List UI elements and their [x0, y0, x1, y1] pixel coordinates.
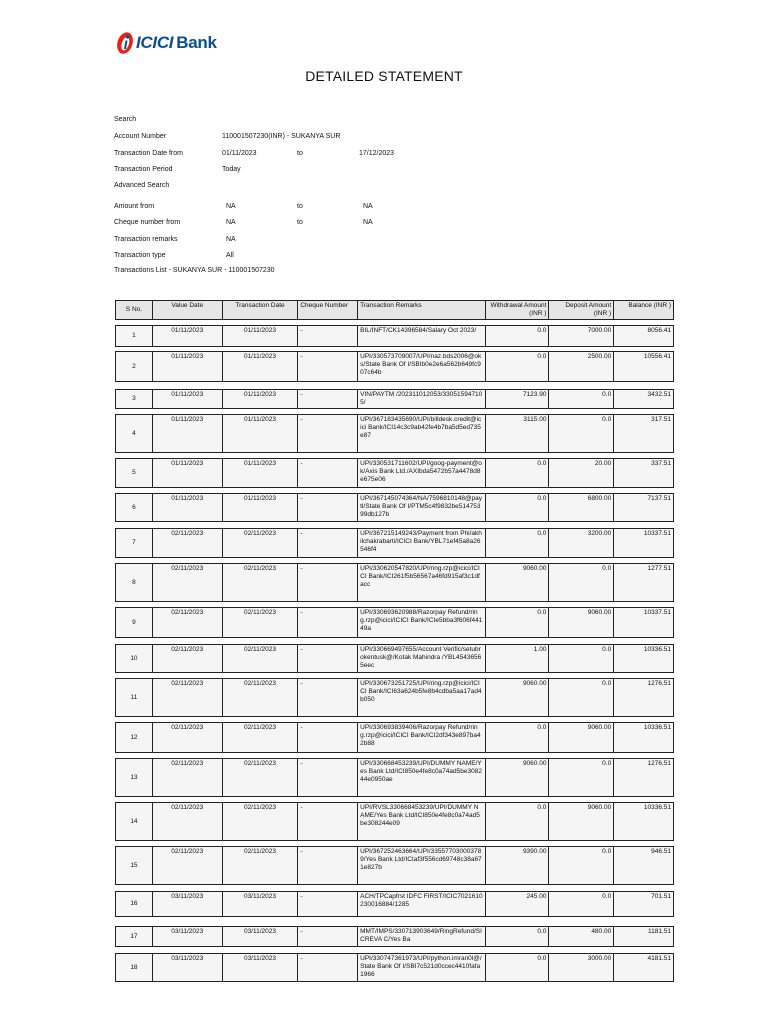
- table-row: [115, 389, 674, 409]
- date-to-value: 17/12/2023: [359, 150, 395, 157]
- table-row: [115, 891, 674, 917]
- cell-cheque: -: [298, 759, 358, 796]
- type-value: All: [226, 252, 234, 259]
- cell-deposit: 9060.00: [549, 803, 614, 840]
- cell-balance: 1276.51: [647, 760, 671, 767]
- cell-balance: 701.51: [651, 893, 671, 900]
- cell-remarks: UPI/330693620988/Razorpay Refund/ring.rzp@icici/ICICI Bank/ICIe5bba3f606f44149a: [358, 608, 486, 637]
- cell-remarks: UPI/367183435690/UPI/billdesk.credit@icici Bank/ICI14c3c9ab42fe4b7ba5d5ed735e87: [358, 415, 486, 452]
- cell-remarks: UPI/330620547820/UPI/ring.rzp@icici/ICICI Bank/ICI261f5b56567a46fd915af3c1dfacc: [358, 564, 486, 601]
- cell-remarks: VIN/PAYTM /202311012053/330515947105/: [358, 390, 486, 408]
- cell-transaction-date: 02/11/2023: [223, 564, 299, 601]
- cell-cheque: -: [298, 803, 358, 840]
- cell-deposit: 3200.00: [549, 529, 614, 557]
- cell-cheque: -: [298, 415, 358, 452]
- cell-cheque: -: [298, 326, 358, 346]
- cell-value-date: 01/11/2023: [153, 326, 223, 346]
- cell-value-date: 01/11/2023: [153, 352, 223, 381]
- cell-value-date: 02/11/2023: [153, 759, 223, 796]
- header-remarks: Transaction Remarks: [358, 301, 486, 319]
- cell-cheque: -: [298, 352, 358, 381]
- table-row: [115, 458, 674, 488]
- cheque-to-label: to: [297, 219, 303, 226]
- cell-sno: 14: [116, 803, 153, 840]
- cell-sno: 4: [116, 415, 153, 452]
- header-sno: S No.: [116, 301, 153, 319]
- table-row: [115, 953, 674, 982]
- cell-withdrawal: 0.0: [486, 459, 550, 487]
- cell-sno: 6: [116, 494, 153, 521]
- cell-balance: 337.51: [651, 460, 671, 467]
- header-cheque-number: Cheque Number: [298, 301, 358, 319]
- cell-value-date: 03/11/2023: [153, 927, 223, 946]
- account-number-value: 110001507230(INR) - SUKANYA SUR: [222, 133, 341, 140]
- cell-deposit: 9060.00: [549, 608, 614, 637]
- cell-remarks: UPI/330573709007/UPI/naz.bds2006@oks/State Bank Of I/SBIb0e2e6a562b649fc907c64b: [358, 352, 486, 381]
- cell-deposit: 0.0: [549, 679, 614, 716]
- cell-withdrawal: 9060.00: [486, 759, 550, 796]
- cell-cheque: -: [298, 679, 358, 716]
- cell-transaction-date: 02/11/2023: [223, 679, 299, 716]
- cell-transaction-date: 02/11/2023: [223, 803, 299, 840]
- transactions-list-label: Transactions List - SUKANYA SUR - 110001507230: [114, 267, 275, 274]
- cell-deposit: 0.0: [549, 564, 614, 601]
- cell-remarks: UPI/330668453239/UPI/DUMMY NAME/Yes Bank Ltd/ICI850e4fe8c0a74ad5be308244e0950ae: [358, 759, 486, 796]
- cell-deposit: 9060.00: [549, 723, 614, 752]
- table-row: [115, 351, 674, 382]
- cell-sno: 10: [116, 645, 153, 672]
- header-balance: Balance (INR ): [628, 302, 671, 309]
- cell-deposit: 0.0: [549, 390, 614, 408]
- cell-withdrawal: 3115.00: [486, 415, 550, 452]
- cell-sno: 12: [116, 723, 153, 752]
- table-row: [115, 678, 674, 717]
- cell-transaction-date: 02/11/2023: [223, 529, 299, 557]
- cell-value-date: 02/11/2023: [153, 723, 223, 752]
- logo-icici-text: ICICI: [136, 33, 174, 52]
- cell-value-date: 02/11/2023: [153, 608, 223, 637]
- cell-transaction-date: 01/11/2023: [223, 459, 299, 487]
- cell-transaction-date: 02/11/2023: [223, 608, 299, 637]
- cell-remarks: UPI/367145074364/NA/7596810148@paytl/State Bank Of I/PTM5c4f9832be51475399db127b: [358, 494, 486, 521]
- cell-deposit: 0.0: [549, 415, 614, 452]
- cell-value-date: 02/11/2023: [153, 847, 223, 884]
- date-to-label: to: [297, 150, 303, 157]
- cell-remarks: MMT/IMPS/330713903649/RingRefund/SI CREVA C/Yes Ba: [358, 927, 486, 946]
- table-row: [115, 563, 674, 602]
- cell-balance: 1276.51: [647, 680, 671, 687]
- cell-balance: 7137.51: [647, 495, 671, 502]
- icici-logo-icon: [116, 31, 134, 55]
- amount-to-label: to: [297, 203, 303, 210]
- cell-cheque: -: [298, 390, 358, 408]
- cell-balance: 10336.51: [643, 724, 671, 731]
- logo-bank-text: Bank: [176, 33, 217, 52]
- remarks-label: Transaction remarks: [114, 236, 178, 243]
- period-value: Today: [222, 166, 241, 173]
- cell-sno: 1: [116, 326, 153, 346]
- cell-value-date: 01/11/2023: [153, 459, 223, 487]
- table-row: [115, 644, 674, 673]
- cell-withdrawal: 0.0: [486, 803, 550, 840]
- cell-withdrawal: 0.0: [486, 608, 550, 637]
- cell-value-date: 03/11/2023: [153, 892, 223, 916]
- cell-balance: 8056.41: [647, 327, 671, 334]
- cell-withdrawal: 9060.00: [486, 679, 550, 716]
- table-row: [115, 325, 674, 347]
- cell-withdrawal: 0.0: [486, 494, 550, 521]
- cell-withdrawal: 0.0: [486, 326, 550, 346]
- amount-from-value: NA: [226, 203, 236, 210]
- cell-cheque: -: [298, 529, 358, 557]
- cell-value-date: 02/11/2023: [153, 529, 223, 557]
- table-row: [115, 758, 674, 797]
- cell-cheque: -: [298, 892, 358, 916]
- cell-balance: 4181.51: [647, 955, 671, 962]
- cell-cheque: -: [298, 847, 358, 884]
- cell-transaction-date: 01/11/2023: [223, 326, 299, 346]
- cell-transaction-date: 02/11/2023: [223, 847, 299, 884]
- cell-sno: 5: [116, 459, 153, 487]
- cell-sno: 13: [116, 759, 153, 796]
- cell-sno: 3: [116, 390, 153, 408]
- table-row: [115, 607, 674, 638]
- account-number-label: Account Number: [114, 133, 167, 140]
- cell-cheque: -: [298, 608, 358, 637]
- cell-transaction-date: 01/11/2023: [223, 352, 299, 381]
- cell-remarks: UPI/RVSL330668453239/UPI/DUMMY NAME/Yes Bank Ltd/ICI850e4fe8c0a74ad5be308244e09: [358, 803, 486, 840]
- cell-transaction-date: 03/11/2023: [223, 892, 299, 916]
- type-label: Transaction type: [114, 252, 166, 259]
- cell-value-date: 02/11/2023: [153, 679, 223, 716]
- cell-withdrawal: 0.0: [486, 927, 550, 946]
- cell-sno: 9: [116, 608, 153, 637]
- logo-wordmark: [136, 33, 217, 53]
- period-label: Transaction Period: [114, 166, 173, 173]
- cell-cheque: -: [298, 927, 358, 946]
- cell-withdrawal: 1.00: [486, 645, 550, 672]
- cell-deposit: 0.0: [549, 892, 614, 916]
- cell-transaction-date: 02/11/2023: [223, 645, 299, 672]
- cell-withdrawal: 0.0: [486, 954, 550, 981]
- table-row: [115, 414, 674, 453]
- header-deposit: Deposit Amount (INR ): [549, 301, 614, 319]
- cell-sno: 16: [116, 892, 153, 916]
- cell-cheque: -: [298, 459, 358, 487]
- table-row: [115, 528, 674, 558]
- cell-balance: 1181.51: [647, 928, 671, 935]
- remarks-value: NA: [226, 236, 236, 243]
- cell-remarks: ACH/TPCapfrst IDFC FIRST/ICIC7021610230016884/1285: [358, 892, 486, 916]
- cell-cheque: -: [298, 723, 358, 752]
- cell-transaction-date: 01/11/2023: [223, 390, 299, 408]
- table-row: [115, 846, 674, 885]
- cell-cheque: -: [298, 564, 358, 601]
- cell-deposit: 0.0: [549, 847, 614, 884]
- table-row: [115, 926, 674, 947]
- cell-deposit: 0.0: [549, 645, 614, 672]
- cell-cheque: -: [298, 954, 358, 981]
- table-row: [115, 802, 674, 841]
- cell-deposit: 3000.00: [549, 954, 614, 981]
- cell-balance: 10336.51: [643, 804, 671, 811]
- cell-value-date: 03/11/2023: [153, 954, 223, 981]
- cell-deposit: 7000.00: [549, 326, 614, 346]
- cell-remarks: BIL/INFT/CK14396584/Salary Oct 2023/: [358, 326, 486, 346]
- advanced-search-label: Advanced Search: [114, 182, 170, 189]
- cell-value-date: 02/11/2023: [153, 564, 223, 601]
- cell-withdrawal: 245.00: [486, 892, 550, 916]
- cell-transaction-date: 01/11/2023: [223, 494, 299, 521]
- cell-value-date: 02/11/2023: [153, 803, 223, 840]
- cell-withdrawal: 7123.90: [486, 390, 550, 408]
- header-transaction-date: Transaction Date: [223, 301, 299, 319]
- cell-withdrawal: 0.0: [486, 352, 550, 381]
- cell-transaction-date: 03/11/2023: [223, 927, 299, 946]
- cell-deposit: 6800.00: [549, 494, 614, 521]
- header-value-date: Value Date: [153, 301, 223, 319]
- search-heading: Search: [114, 116, 137, 123]
- cheque-from-label: Cheque number from: [114, 219, 181, 226]
- cell-deposit: 480.00: [549, 927, 614, 946]
- cell-sno: 2: [116, 352, 153, 381]
- cell-cheque: -: [298, 645, 358, 672]
- cell-transaction-date: 03/11/2023: [223, 954, 299, 981]
- cell-remarks: UPI/330673251725/UPI/ring.rzp@icici/ICICI Bank/ICI63a624b5fe8b4cdba5aa17ad4b050: [358, 679, 486, 716]
- cell-deposit: 0.0: [549, 759, 614, 796]
- cell-transaction-date: 01/11/2023: [223, 415, 299, 452]
- cell-withdrawal: 0.0: [486, 529, 550, 557]
- cell-remarks: UPI/330747361973/UPI/python.imran0l@/State Bank Of I/SBI7c521d0ccec4410fafa1966: [358, 954, 486, 981]
- cell-value-date: 01/11/2023: [153, 415, 223, 452]
- cell-balance: 10337.51: [643, 609, 671, 616]
- cheque-from-value: NA: [226, 219, 236, 226]
- cell-sno: 8: [116, 564, 153, 601]
- cell-deposit: 20.00: [549, 459, 614, 487]
- cell-withdrawal: 9390.00: [486, 847, 550, 884]
- cell-sno: 7: [116, 529, 153, 557]
- cell-balance: 317.51: [651, 416, 671, 423]
- cell-sno: 11: [116, 679, 153, 716]
- cell-transaction-date: 02/11/2023: [223, 723, 299, 752]
- page-title: DETAILED STATEMENT: [305, 68, 463, 84]
- cell-balance: 10336.51: [643, 646, 671, 653]
- cell-sno: 18: [116, 954, 153, 981]
- cell-remarks: UPI/330531711602/UPI/goog-payment@ok/Axis Bank Ltd./AXIbda5472b57a4478d8e675e06: [358, 459, 486, 487]
- table-header: [115, 300, 674, 320]
- cell-value-date: 01/11/2023: [153, 494, 223, 521]
- bank-logo: [116, 30, 217, 56]
- cell-value-date: 02/11/2023: [153, 645, 223, 672]
- header-withdrawal: Withdrawal Amount (INR ): [486, 301, 550, 319]
- table-row: [115, 493, 674, 522]
- cell-withdrawal: 9060.00: [486, 564, 550, 601]
- cell-balance: 10337.51: [643, 530, 671, 537]
- cell-cheque: -: [298, 494, 358, 521]
- cell-deposit: 2500.00: [549, 352, 614, 381]
- cell-balance: 10556.41: [643, 353, 671, 360]
- cell-remarks: UPI/330693839406/Razorpay Refund/ring.rzp@icici/ICICI Bank/ICI2df343e897ba42b88: [358, 723, 486, 752]
- cheque-to-value: NA: [363, 219, 373, 226]
- table-row: [115, 722, 674, 753]
- cell-sno: 17: [116, 927, 153, 946]
- amount-to-value: NA: [363, 203, 373, 210]
- date-from-value: 01/11/2023: [222, 150, 257, 157]
- cell-sno: 15: [116, 847, 153, 884]
- cell-remarks: UPI/330669497655/Account Verific/setubrokentusk@/Kotak Mahindra /YBL45436565eec: [358, 645, 486, 672]
- cell-value-date: 01/11/2023: [153, 390, 223, 408]
- cell-balance: 946.51: [651, 848, 671, 855]
- date-from-label: Transaction Date from: [114, 150, 183, 157]
- cell-remarks: UPI/367215149243/Payment from Phi/akhilchakrabarti/ICICI Bank/YBL71ef45a8a26546f4: [358, 529, 486, 557]
- cell-balance: 1277.51: [647, 565, 671, 572]
- cell-transaction-date: 02/11/2023: [223, 759, 299, 796]
- cell-balance: 3432.51: [647, 391, 671, 398]
- amount-from-label: Amount from: [114, 203, 155, 210]
- cell-withdrawal: 0.0: [486, 723, 550, 752]
- cell-remarks: UPI/367252463664/UPI/335577030003789/Yes Bank Ltd/ICIaf3f556cd69748c38a671e827b: [358, 847, 486, 884]
